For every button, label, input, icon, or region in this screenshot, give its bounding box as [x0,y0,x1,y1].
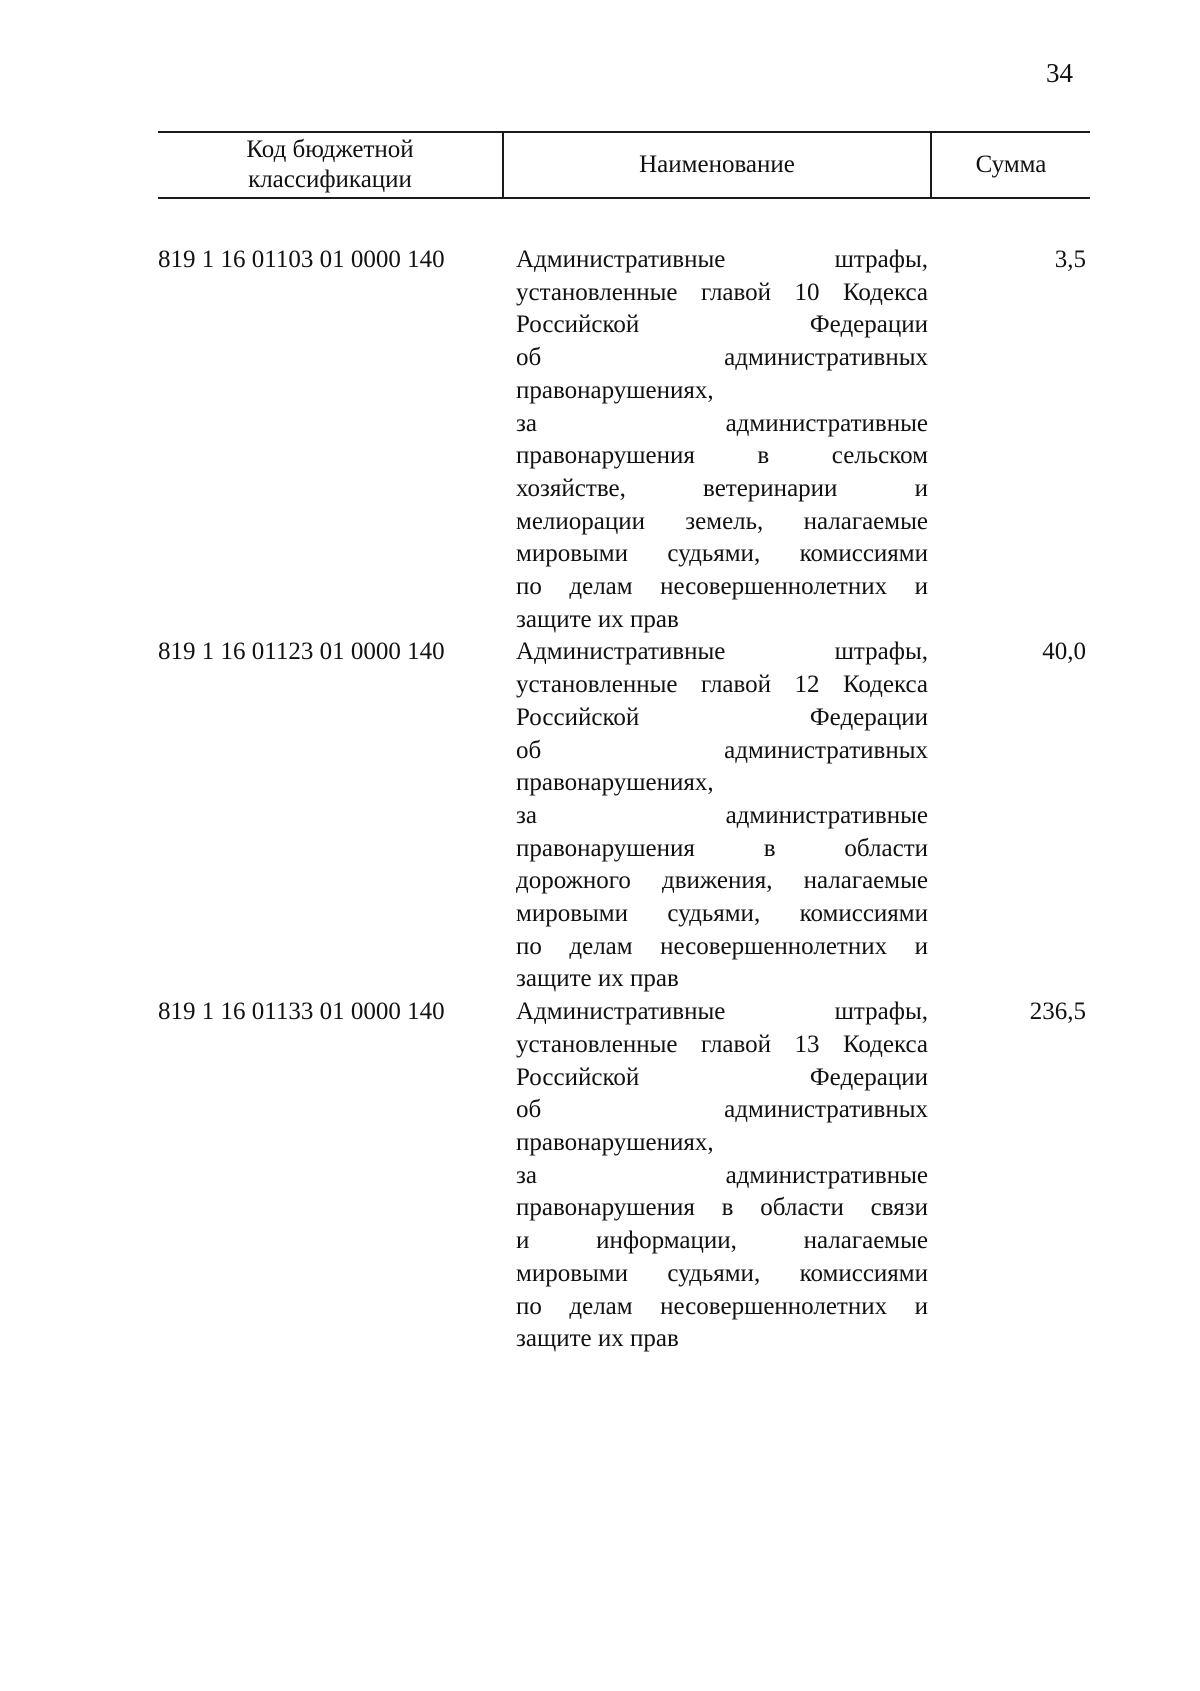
name-line: правонарушения в области связи [516,1194,928,1222]
name-line: Административные штрафы, [516,246,928,273]
name-line: по делам несовершеннолетних и [516,573,928,601]
name-line: правонарушения в области [516,834,928,862]
name-line: об административных [516,736,928,764]
name-cell [516,636,928,996]
name-line: защите их прав [516,965,679,993]
name-cell [516,996,928,1356]
name-line: Административные штрафы, [516,638,928,666]
budget-code-cell: 819 1 16 01103 01 0000 140 [158,246,445,273]
name-line: мировыми судьями, комиссиями [516,1259,928,1287]
header-budget-code-line2: классификации [248,166,412,193]
name-line: об административных [516,344,928,372]
name-line: защите их прав [516,1325,679,1353]
name-line: правонарушения в сельском [516,442,928,470]
name-line: об административных [516,1096,928,1124]
table-row [158,244,1090,636]
name-line: Административные штрафы, [516,998,928,1026]
sum-cell: 236,5 [1029,998,1086,1026]
table-row [158,636,1090,996]
name-line: Российской Федерации [516,1063,928,1091]
header-sum: Сумма [975,151,1047,178]
name-line: правонарушениях, [516,1128,714,1156]
name-line: и информации, налагаемые [516,1227,928,1255]
name-line: по делам несовершеннолетних и [516,1292,928,1320]
budget-code-cell: 819 1 16 01133 01 0000 140 [158,998,445,1026]
header-budget-code [158,132,502,198]
name-line: Российской Федерации [516,703,928,731]
name-line: за административные [516,801,928,829]
name-line: установленные главой 12 Кодекса [516,671,928,699]
name-cell [516,244,928,636]
name-line: хозяйстве, ветеринарии и [516,474,928,502]
header-name: Наименование [639,151,795,178]
name-line: по делам несовершеннолетних и [516,932,928,960]
sum-cell: 40,0 [1042,638,1086,666]
table-body [158,244,1090,1356]
name-line: установленные главой 13 Кодекса [516,1030,928,1058]
name-line: мировыми судьями, комиссиями [516,540,928,568]
name-line: за административные [516,409,928,437]
header-budget-code-line1: Код бюджетной [246,136,414,163]
page-number: 34 [1046,58,1073,88]
table-row [158,996,1090,1356]
name-line: правонарушениях, [516,376,714,404]
name-line: Российской Федерации [516,311,928,339]
name-line: дорожного движения, налагаемые [516,867,928,895]
name-line: мелиорации земель, налагаемые [516,507,928,535]
name-line: правонарушениях, [516,769,714,797]
sum-cell: 3,5 [1054,246,1086,273]
name-line: за административные [516,1161,928,1189]
budget-code-cell: 819 1 16 01123 01 0000 140 [158,638,445,666]
name-line: защите их прав [516,605,679,633]
name-line: установленные главой 10 Кодекса [516,278,928,306]
name-line: мировыми судьями, комиссиями [516,900,928,928]
